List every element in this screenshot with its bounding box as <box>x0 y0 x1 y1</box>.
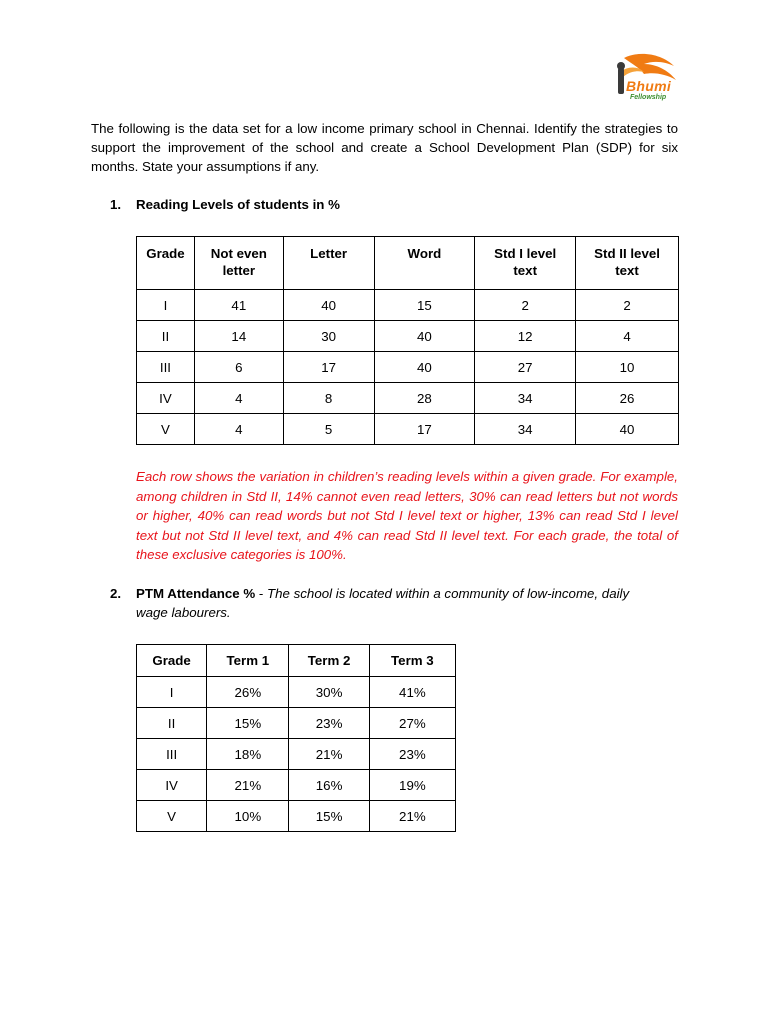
intro-paragraph: The following is the data set for a low income primary school in Chennai. Identify the strategies to support the improvement of the school and create a School Development Plan (SDP) for six months. State your assumptions if any. <box>91 121 678 174</box>
table-row <box>137 352 679 383</box>
header-grade: Grade <box>137 645 207 677</box>
table-cell: 41% <box>369 677 455 708</box>
table-cell: III <box>137 739 207 770</box>
table-cell: 12 <box>475 321 576 352</box>
header-term-2: Term 2 <box>289 645 369 677</box>
table-cell: 41 <box>194 290 283 321</box>
table-cell: 26 <box>576 383 679 414</box>
table-cell: 30 <box>283 321 374 352</box>
table-cell: 16% <box>289 770 369 801</box>
table-cell: IV <box>137 770 207 801</box>
section-2-description-cont: wage labourers. <box>136 605 231 620</box>
table-row <box>137 321 679 352</box>
table-cell: 27 <box>475 352 576 383</box>
table-cell: 40 <box>374 352 475 383</box>
reading-levels-note: Each row shows the variation in children’s reading levels within a given grade. For example, among children in Std II, 14% cannot even read letters, 30% can read letters but not words or higher, 40% can read words but not Std I level text or higher, 13% can read Std I level text but not Std II level text, and 4% can read Std II level text. For each grade, the total of these exclusive categories is 100%. <box>136 469 678 562</box>
table-row <box>137 708 456 739</box>
section-2-number: 2. <box>110 586 122 601</box>
table-cell: 15 <box>374 290 475 321</box>
section-2-heading <box>110 584 678 603</box>
table-cell: 4 <box>576 321 679 352</box>
table-cell: 21% <box>289 739 369 770</box>
ptm-attendance-table <box>136 644 456 832</box>
table-row <box>137 677 456 708</box>
table-cell: II <box>137 708 207 739</box>
table-row <box>137 290 679 321</box>
table-cell: 21% <box>369 801 455 832</box>
table-cell: 26% <box>207 677 289 708</box>
table-cell: 28 <box>374 383 475 414</box>
table-row <box>137 739 456 770</box>
table-row <box>137 383 679 414</box>
table-cell: 17 <box>283 352 374 383</box>
table-cell: 40 <box>283 290 374 321</box>
section-2-description: The school is located within a community of low-income, daily <box>267 586 630 601</box>
table-cell: IV <box>137 383 195 414</box>
header-letter: Letter <box>283 237 374 290</box>
table-cell: 8 <box>283 383 374 414</box>
table-row <box>137 414 679 445</box>
table-cell: 14 <box>194 321 283 352</box>
header-std-ii-level-text: Std II level text <box>576 237 679 290</box>
table-cell: 30% <box>289 677 369 708</box>
section-2-title: PTM Attendance % <box>136 586 256 601</box>
header-term-3: Term 3 <box>369 645 455 677</box>
logo-name: Bhumi <box>626 78 672 94</box>
table-cell: II <box>137 321 195 352</box>
table-header-row <box>137 237 679 290</box>
table-cell: 18% <box>207 739 289 770</box>
header-std-i-level-text: Std I level text <box>475 237 576 290</box>
table-cell: 17 <box>374 414 475 445</box>
section-1-number: 1. <box>110 197 122 212</box>
table-row <box>137 801 456 832</box>
table-cell: 40 <box>374 321 475 352</box>
header-word: Word <box>374 237 475 290</box>
table-cell: I <box>137 677 207 708</box>
table-cell: 6 <box>194 352 283 383</box>
table-cell: 4 <box>194 383 283 414</box>
table-cell: III <box>137 352 195 383</box>
table-cell: V <box>137 801 207 832</box>
table-cell: 15% <box>207 708 289 739</box>
table-cell: V <box>137 414 195 445</box>
header-grade: Grade <box>137 237 195 290</box>
table-cell: 23% <box>369 739 455 770</box>
table-row <box>137 770 456 801</box>
section-1-heading <box>110 195 340 214</box>
table-header-row <box>137 645 456 677</box>
table-cell: 10 <box>576 352 679 383</box>
table-cell: 5 <box>283 414 374 445</box>
table-cell: 15% <box>289 801 369 832</box>
logo-tagline: Fellowship <box>630 94 667 101</box>
table-cell: 19% <box>369 770 455 801</box>
table-cell: 2 <box>576 290 679 321</box>
table-cell: 34 <box>475 383 576 414</box>
table-cell: 2 <box>475 290 576 321</box>
table-cell: I <box>137 290 195 321</box>
table-cell: 21% <box>207 770 289 801</box>
table-cell: 34 <box>475 414 576 445</box>
header-term-1: Term 1 <box>207 645 289 677</box>
reading-levels-table <box>136 236 679 445</box>
section-1-title: Reading Levels of students in % <box>136 197 340 212</box>
table-cell: 27% <box>369 708 455 739</box>
table-cell: 10% <box>207 801 289 832</box>
table-cell: 23% <box>289 708 369 739</box>
header-not-even-letter: Not even letter <box>194 237 283 290</box>
section-2-separator: - <box>255 586 268 601</box>
table-cell: 40 <box>576 414 679 445</box>
table-cell: 4 <box>194 414 283 445</box>
